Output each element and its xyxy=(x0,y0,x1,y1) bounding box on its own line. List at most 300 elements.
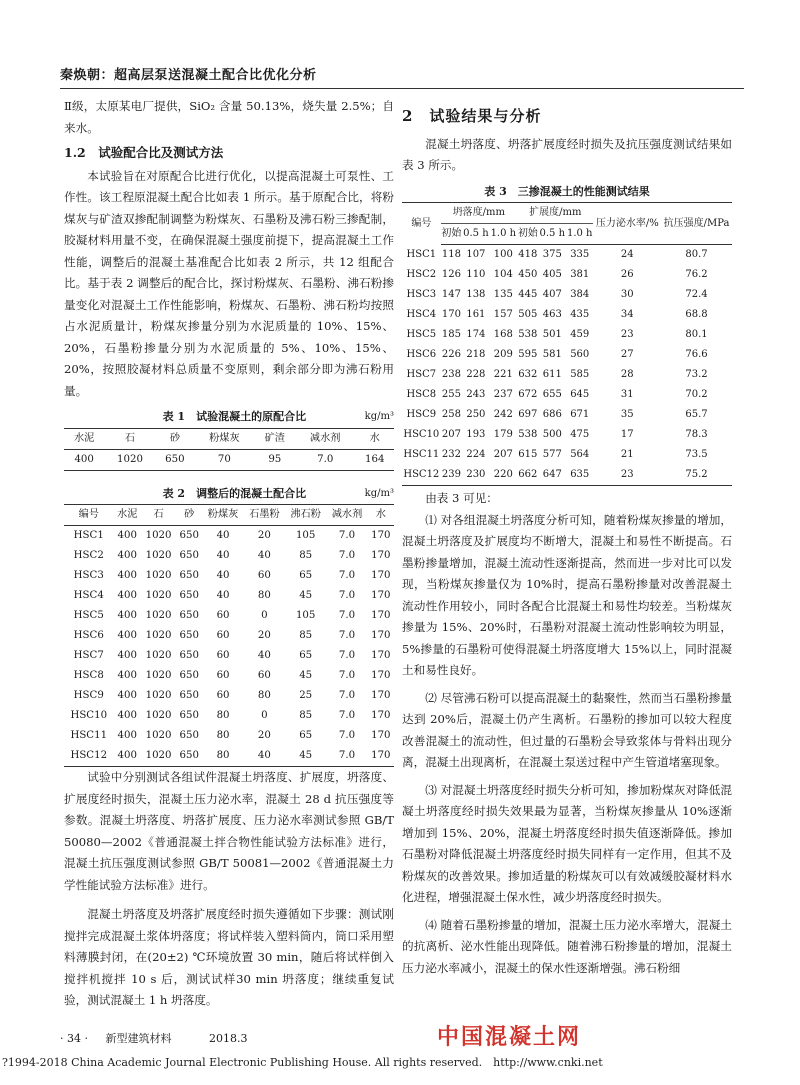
table3-cell: 76.2 xyxy=(685,269,708,280)
table-row xyxy=(64,686,394,706)
table2-cell: 40 xyxy=(257,650,271,661)
table2-cell: 7.0 xyxy=(338,550,356,561)
table2-cell: HSC12 xyxy=(70,750,108,761)
section-heading-1-2: 1.2 试验配合比及测试方法 xyxy=(64,145,224,160)
table2-cell: 40 xyxy=(216,570,230,581)
table2-cell: 650 xyxy=(179,550,199,561)
table-row xyxy=(402,465,732,486)
table3-cell: 226 xyxy=(441,349,461,360)
table2-cell: 40 xyxy=(257,550,271,561)
table3-cell: 672 xyxy=(518,389,538,400)
table3-cell: 185 xyxy=(441,329,461,340)
table2-header-cell: 粉煤灰 xyxy=(202,505,243,526)
table2-cell: 650 xyxy=(179,570,199,581)
table3-cell: 30 xyxy=(620,289,634,300)
table3-cell: 107 xyxy=(466,249,486,260)
table2-unit: kg/m³ xyxy=(364,487,394,499)
paragraph-finding-2: ⑵ 尽管沸石粉可以提高混凝土的黏聚性，然而当石墨粉掺量达到 20%后，混凝土仍产生离析。石墨粉的掺加可以较大程度改善混凝土的流动性，但过量的石墨粉会导致浆体与骨料出现分离，混凝土出现离析，在混凝土泵送过程中产生管道堵塞现象。 xyxy=(402,690,732,769)
table3-cell: 450 xyxy=(518,269,538,280)
table1-cell: 650 xyxy=(165,453,185,465)
table3-cell: 224 xyxy=(466,449,486,460)
table2-cell: 40 xyxy=(216,550,230,561)
table3-cell: 75.2 xyxy=(685,469,708,480)
table1-cell: 70 xyxy=(217,453,231,465)
table2 xyxy=(64,504,394,767)
table2-cell: 85 xyxy=(299,630,313,641)
table3-cell: 24 xyxy=(620,249,634,260)
table1-header-cell: 石 xyxy=(104,428,155,449)
table3-cell: 662 xyxy=(518,469,538,480)
table3-cell: 335 xyxy=(570,249,590,260)
table1-cell: 95 xyxy=(268,453,282,465)
table3-cell: 655 xyxy=(542,389,562,400)
table2-cell: HSC6 xyxy=(73,630,104,641)
table1-header-cell: 水 xyxy=(355,428,394,449)
table2-cell: HSC9 xyxy=(73,690,104,701)
table2-cell: 400 xyxy=(117,550,137,561)
table-row xyxy=(402,445,732,465)
table3 xyxy=(402,202,732,486)
table2-cell: HSC3 xyxy=(73,570,104,581)
table2-cell: HSC2 xyxy=(73,550,104,561)
table3-cell: 17 xyxy=(620,429,634,440)
table-row xyxy=(402,385,732,405)
table2-cell: 170 xyxy=(371,670,391,681)
table3-cell: 647 xyxy=(542,469,562,480)
table3-cell: 258 xyxy=(441,409,461,420)
table2-cell: 40 xyxy=(257,750,271,761)
table3-cell: 27 xyxy=(620,349,634,360)
table3-cell: 104 xyxy=(493,269,513,280)
table2-cell: 400 xyxy=(117,590,137,601)
table2-cell: 60 xyxy=(257,570,271,581)
table3-cell: 237 xyxy=(493,389,513,400)
table1-unit: kg/m³ xyxy=(364,411,394,422)
table2-cell: 60 xyxy=(216,650,230,661)
table2-cell: 170 xyxy=(371,690,391,701)
table3-cell: 418 xyxy=(518,249,538,260)
table3-cell: 72.4 xyxy=(685,289,708,300)
table2-cell: 650 xyxy=(179,630,199,641)
table3-cell: 174 xyxy=(466,329,486,340)
table2-header-cell: 石 xyxy=(141,505,176,526)
table3-cell: 80.7 xyxy=(685,249,708,260)
table2-cell: 400 xyxy=(117,750,137,761)
table2-cell: 400 xyxy=(117,710,137,721)
table2-cell: 45 xyxy=(299,750,313,761)
table3-header-slump: 坍落度/mm xyxy=(441,203,517,224)
table3-cell: 500 xyxy=(542,429,562,440)
table3-cell: 635 xyxy=(570,469,590,480)
table3-subheader-cell: 初始 xyxy=(517,224,539,245)
table3-cell: 228 xyxy=(466,369,486,380)
table3-cell: 538 xyxy=(518,429,538,440)
table3-cell: 611 xyxy=(542,369,562,380)
table2-cell: HSC4 xyxy=(73,590,104,601)
table1-caption-row xyxy=(64,406,394,428)
table3-cell: HSC8 xyxy=(406,389,437,400)
table3-cell: 581 xyxy=(542,349,562,360)
table3-cell: 207 xyxy=(441,429,461,440)
table2-cell: HSC7 xyxy=(73,650,104,661)
table2-header-cell: 石墨粉 xyxy=(244,505,285,526)
table2-cell: 7.0 xyxy=(338,750,356,761)
table2-cell: 1020 xyxy=(145,630,172,641)
table3-cell: 126 xyxy=(441,269,461,280)
table2-header-cell: 减水剂 xyxy=(326,505,367,526)
running-header: 秦焕朝：超高层泵送混凝土配合比优化分析 xyxy=(60,68,317,83)
paragraph-finding-1: ⑴ 对各组混凝土坍落度分析可知，随着粉煤灰掺量的增加，混凝土坍落度及扩展度均不断增大，混凝土和易性不断提高。石墨粉掺量增加，混凝土流动性逐渐提高，然而进一步对比可以发现，当粉煤灰掺量仅为 10%时，提高石墨粉掺量对改善混凝土流动性作用较小，同时各配合比混凝土和易性均较差。当粉煤灰掺量为 15%、20%时，石墨粉对混凝土流动性影响较为明显，5%掺量的石墨粉可使得混凝土坍落度增大 15%以上，同时混凝土和易性良好。 xyxy=(402,512,732,677)
right-column xyxy=(402,96,732,979)
table-row xyxy=(64,726,394,746)
table2-cell: 60 xyxy=(216,610,230,621)
section-heading-2: 2 试验结果与分析 xyxy=(402,107,542,125)
table2-cell: 1020 xyxy=(145,570,172,581)
table-row xyxy=(402,425,732,445)
table2-header-cell: 水 xyxy=(368,505,394,526)
table3-cell: 23 xyxy=(620,469,634,480)
table2-cell: 105 xyxy=(295,610,316,621)
table2-cell: 40 xyxy=(216,530,230,541)
table3-cell: 538 xyxy=(518,329,538,340)
table3-cell: 475 xyxy=(570,429,590,440)
table1-cell: 164 xyxy=(365,453,385,465)
table2-cell: 7.0 xyxy=(338,630,356,641)
table1-header-cell: 砂 xyxy=(156,428,195,449)
table3-cell: 645 xyxy=(570,389,590,400)
table2-header-cell: 沸石粉 xyxy=(285,505,326,526)
table3-header-bleed: 压力泌水率/% xyxy=(593,203,661,245)
table3-header-id: 编号 xyxy=(411,217,432,229)
table2-cell: 40 xyxy=(216,590,230,601)
table3-cell: 170 xyxy=(441,309,461,320)
table1-cell: 400 xyxy=(74,453,94,465)
table3-cell: 615 xyxy=(518,449,538,460)
table2-cell: 7.0 xyxy=(338,670,356,681)
table3-cell: 697 xyxy=(518,409,538,420)
table3-cell: 632 xyxy=(518,369,538,380)
table2-cell: 650 xyxy=(179,590,199,601)
table3-caption-row xyxy=(402,181,732,203)
table3-cell: 686 xyxy=(542,409,562,420)
table2-cell: 0 xyxy=(261,710,268,721)
table3-cell: 110 xyxy=(466,269,486,280)
table2-cell: 85 xyxy=(299,550,313,561)
table2-cell: 20 xyxy=(257,730,271,741)
table-row xyxy=(64,706,394,726)
table2-cell: 650 xyxy=(179,730,199,741)
table3-cell: HSC3 xyxy=(406,289,437,300)
table2-cell: 170 xyxy=(371,710,391,721)
table3-cell: 78.3 xyxy=(685,429,708,440)
paragraph-materials-end: Ⅱ级，太原某电厂提供，SiO₂ 含量 50.13%，烧失量 2.5%；自来水。 xyxy=(64,99,394,135)
table2-cell: 1020 xyxy=(145,650,172,661)
table2-header-cell: 水泥 xyxy=(114,505,142,526)
table3-subheader-cell: 0.5 h xyxy=(462,224,489,245)
table2-cell: 65 xyxy=(299,570,313,581)
table2-cell: 7.0 xyxy=(338,710,356,721)
table3-subheader-cell: 初始 xyxy=(441,224,463,245)
table2-cell: 80 xyxy=(216,750,230,761)
table2-cell: 170 xyxy=(371,590,391,601)
table2-cell: 65 xyxy=(299,650,313,661)
table2-cell: 170 xyxy=(371,550,391,561)
table1 xyxy=(64,428,394,471)
table2-cell: 7.0 xyxy=(338,610,356,621)
table3-cell: HSC6 xyxy=(406,349,437,360)
table-row xyxy=(402,325,732,345)
table3-cell: 445 xyxy=(518,289,538,300)
table2-cell: 1020 xyxy=(145,530,172,541)
paragraph-from-table3: 由表 3 可见： xyxy=(425,491,498,505)
table2-cell: 400 xyxy=(117,610,137,621)
paragraph-results-intro: 混凝土坍落度、坍落扩展度经时损失及抗压强度测试结果如表 3 所示。 xyxy=(402,136,732,172)
table2-cell: HSC11 xyxy=(70,730,108,741)
table3-cell: 407 xyxy=(542,289,562,300)
table2-cell: 170 xyxy=(371,750,391,761)
table3-header-strength: 抗压强度/MPa xyxy=(661,203,732,245)
page-footer xyxy=(60,1030,261,1046)
table-row xyxy=(402,345,732,365)
table3-cell: 405 xyxy=(542,269,562,280)
table2-caption: 表 2 调整后的混凝土配合比 xyxy=(162,486,307,500)
table-row xyxy=(64,586,394,606)
table2-cell: 650 xyxy=(179,690,199,701)
table2-cell: 400 xyxy=(117,630,137,641)
table2-cell: 7.0 xyxy=(338,690,356,701)
table3-cell: 100 xyxy=(493,249,513,260)
table2-cell: HSC10 xyxy=(70,710,108,721)
table3-cell: 157 xyxy=(493,309,513,320)
copyright-line: ?1994-2018 China Academic Journal Electronic Publishing House. All rights reserved. http://www.cnki.net xyxy=(2,1056,603,1069)
table-row xyxy=(64,626,394,646)
table2-cell: 1020 xyxy=(145,670,172,681)
table3-cell: 65.7 xyxy=(685,409,708,420)
table3-cell: HSC9 xyxy=(406,409,437,420)
table-row xyxy=(402,245,732,266)
table2-cell: 60 xyxy=(216,630,230,641)
paragraph-mix-design: 本试验旨在对原配合比进行优化，以提高混凝土可泵性、工作性。该工程原混凝土配合比如表 1 所示。基于原配合比，将粉煤灰与矿渣双掺配制调整为粉煤灰、石墨粉及沸石粉三掺配制，胶凝材料用量不变，在确保混凝土强度前提下，提高混凝土工作性能，调整后的混凝土基准配合比如表 2 所示，共 12 组配合比。基于表 2 调整后的配合比，探讨粉煤灰、石墨粉、沸石粉掺量变化对混凝土工作性能影响，粉煤灰、石墨粉、沸石粉均按照占水泥质量计，粉煤灰掺量分别为水泥质量的 10%、15%、20%，石墨粉掺量分别为水泥质量的 5%、10%、15%、20%，按照胶凝材料总质量不变原则，剩余部分即为沸石粉用量。 xyxy=(64,168,394,398)
table3-caption: 表 3 三掺混凝土的性能测试结果 xyxy=(484,184,650,198)
table1-header-cell: 矿渣 xyxy=(255,428,295,449)
table2-caption-row xyxy=(64,483,394,505)
table3-cell: 238 xyxy=(441,369,461,380)
table2-cell: 650 xyxy=(179,610,199,621)
left-column xyxy=(64,96,394,1012)
table2-cell: 60 xyxy=(216,670,230,681)
table1-caption: 表 1 试验混凝土的原配合比 xyxy=(162,410,307,423)
table3-header-spread: 扩展度/mm xyxy=(517,203,593,224)
table3-cell: 577 xyxy=(542,449,562,460)
table3-cell: 463 xyxy=(542,309,562,320)
table3-cell: 34 xyxy=(620,309,634,320)
table3-cell: HSC5 xyxy=(406,329,437,340)
table2-cell: 650 xyxy=(179,670,199,681)
table2-cell: 65 xyxy=(299,730,313,741)
table2-cell: 105 xyxy=(295,530,316,541)
table-row xyxy=(64,526,394,547)
table2-cell: 45 xyxy=(299,590,313,601)
table2-cell: 80 xyxy=(257,690,271,701)
site-watermark: 中国混凝土网 xyxy=(437,1025,582,1050)
table3-cell: 73.2 xyxy=(685,369,708,380)
table3-cell: 207 xyxy=(493,449,513,460)
table3-cell: 73.5 xyxy=(685,449,708,460)
table2-cell: 45 xyxy=(299,670,313,681)
table2-cell: 7.0 xyxy=(338,650,356,661)
table-row xyxy=(64,449,394,470)
table2-cell: HSC5 xyxy=(73,610,104,621)
table3-cell: 118 xyxy=(441,249,461,260)
table2-cell: 7.0 xyxy=(338,590,356,601)
paragraph-test-params: 试验中分别测试各组试件混凝土坍落度、扩展度，坍落度、扩展度经时损失，混凝土压力泌水率，混凝土 28 d 抗压强度等参数。混凝土坍落度、坍落扩展度、压力泌水率测试参照 GB/T 50080—2002《普通混凝土拌合物性能试验方法标准》进行，混凝土抗压强度测试参照 GB/T 50081—2002《普通混凝土力学性能试验方法标准》进行。 xyxy=(64,770,394,892)
table3-cell: 218 xyxy=(466,349,486,360)
table3-cell: 21 xyxy=(620,449,634,460)
table2-cell: 400 xyxy=(117,670,137,681)
table3-subheader-cell: 1.0 h xyxy=(490,224,517,245)
table2-cell: 400 xyxy=(117,650,137,661)
table3-cell: 242 xyxy=(493,409,513,420)
table3-subheader-cell: 0.5 h xyxy=(539,224,566,245)
table-row xyxy=(402,305,732,325)
table3-cell: 70.2 xyxy=(685,389,708,400)
table2-cell: 25 xyxy=(299,690,313,701)
table2-cell: 1020 xyxy=(145,690,172,701)
paragraph-slump-procedure: 混凝土坍落度及坍落扩展度经时损失遵循如下步骤：测试刚搅拌完成混凝土浆体坍落度；将试样装入塑料筒内，筒口采用塑料薄膜封闭，在(20±2) ℃环境放置 30 min，随后将试样倒入搅拌机搅拌 10 s 后，测试试样30 min 坍落度；继续重复试验，测试混凝土 1 h 坍落度。 xyxy=(64,907,394,1007)
table2-cell: 170 xyxy=(371,730,391,741)
table2-cell: 170 xyxy=(371,630,391,641)
table3-cell: 68.8 xyxy=(685,309,708,320)
table3-cell: 230 xyxy=(466,469,486,480)
table-row xyxy=(402,265,732,285)
table2-cell: 1020 xyxy=(145,590,172,601)
table3-cell: 135 xyxy=(493,289,513,300)
table3-cell: HSC11 xyxy=(403,449,440,460)
table2-cell: 1020 xyxy=(145,550,172,561)
table2-cell: 170 xyxy=(371,570,391,581)
journal-issue: 2018.3 xyxy=(208,1032,248,1045)
table-row xyxy=(64,646,394,666)
table2-cell: 1020 xyxy=(145,710,172,721)
header-rule xyxy=(60,88,744,89)
table3-cell: 80.1 xyxy=(685,329,708,340)
table3-cell: HSC4 xyxy=(406,309,437,320)
table1-header-cell: 水泥 xyxy=(64,428,104,449)
table1-cell: 7.0 xyxy=(317,453,334,465)
table2-cell: 85 xyxy=(299,710,313,721)
table2-cell: 60 xyxy=(216,690,230,701)
table3-cell: 239 xyxy=(441,469,461,480)
table3-cell: 595 xyxy=(518,349,538,360)
table3-cell: 243 xyxy=(466,389,486,400)
table3-cell: 505 xyxy=(518,309,538,320)
table2-cell: 400 xyxy=(117,570,137,581)
table3-cell: 221 xyxy=(493,369,513,380)
table2-cell: 80 xyxy=(216,710,230,721)
table2-cell: 650 xyxy=(179,710,199,721)
table2-cell: 650 xyxy=(179,530,199,541)
table-row xyxy=(64,566,394,586)
table2-cell: 400 xyxy=(117,730,137,741)
table3-cell: HSC7 xyxy=(406,369,437,380)
table3-cell: HSC2 xyxy=(406,269,437,280)
table2-cell: 20 xyxy=(257,530,271,541)
table3-cell: 26 xyxy=(620,269,634,280)
table3-cell: HSC1 xyxy=(406,248,437,260)
table-row xyxy=(402,365,732,385)
table2-cell: 80 xyxy=(216,730,230,741)
table3-subheader-cell: 1.0 h xyxy=(566,224,593,245)
table2-cell: 0 xyxy=(261,610,268,621)
table3-cell: 459 xyxy=(570,329,590,340)
table2-cell: 1020 xyxy=(145,610,172,621)
table3-cell: 381 xyxy=(570,269,590,280)
table2-cell: 7.0 xyxy=(338,530,356,541)
table-row xyxy=(64,746,394,767)
table2-cell: 400 xyxy=(117,690,137,701)
table3-cell: 255 xyxy=(441,389,461,400)
table-row xyxy=(402,405,732,425)
table3-cell: 250 xyxy=(466,409,486,420)
table1-cell: 1020 xyxy=(117,453,143,465)
table2-cell: 1020 xyxy=(145,730,172,741)
table2-cell: 1020 xyxy=(145,750,172,761)
table3-cell: 35 xyxy=(620,409,634,420)
table2-cell: 400 xyxy=(117,530,137,541)
table2-cell: 650 xyxy=(179,750,199,761)
table3-cell: 168 xyxy=(493,329,513,340)
table2-cell: 170 xyxy=(371,650,391,661)
table2-cell: 170 xyxy=(371,530,391,541)
table3-cell: 209 xyxy=(493,349,513,360)
table3-cell: 560 xyxy=(570,349,590,360)
table2-cell: HSC1 xyxy=(73,530,104,541)
table3-cell: 179 xyxy=(493,429,513,440)
table3-cell: 138 xyxy=(466,289,486,300)
table3-cell: 161 xyxy=(466,309,486,320)
table3-cell: 375 xyxy=(542,249,562,260)
table2-header-cell: 编号 xyxy=(64,505,114,526)
table2-cell: 60 xyxy=(257,670,271,681)
paragraph-finding-4: ⑷ 随着石墨粉掺量的增加，混凝土压力泌水率增大，混凝土的抗离析、泌水性能出现降低。随着沸石粉掺量的增加，混凝土压力泌水率减小，混凝土的保水性逐渐增强。沸石粉细 xyxy=(402,917,732,975)
table3-cell: 232 xyxy=(441,449,461,460)
table2-cell: 7.0 xyxy=(338,570,356,581)
table-row xyxy=(402,285,732,305)
table-row xyxy=(64,546,394,566)
table3-cell: 501 xyxy=(542,329,562,340)
table3-cell: 384 xyxy=(570,289,590,300)
table3-cell: 147 xyxy=(441,289,461,300)
table3-cell: 23 xyxy=(620,329,634,340)
table3-cell: 220 xyxy=(493,469,513,480)
table2-cell: 20 xyxy=(257,630,271,641)
table2-header-cell: 砂 xyxy=(176,505,202,526)
table1-header-cell: 减水剂 xyxy=(295,428,355,449)
page-number: · 34 · xyxy=(60,1032,88,1045)
paragraph-finding-3: ⑶ 对混凝土坍落度经时损失分析可知，掺加粉煤灰对降低混凝土坍落度经时损失效果最为显著，当粉煤灰掺量从 10%逐渐增加到 15%、20%，混凝土坍落度经时损失值逐渐降低。掺加石墨粉对降低混凝土坍落度经时损失同样有一定作用，但其不及粉煤灰的改善效果。掺加适量的粉煤灰可以有效减缓胶凝材料水化进程，增强混凝土保水性，减少坍落度经时损失。 xyxy=(402,782,732,904)
table3-cell: 31 xyxy=(620,389,634,400)
table2-cell: 7.0 xyxy=(338,730,356,741)
table3-cell: 28 xyxy=(620,369,634,380)
table2-cell: HSC8 xyxy=(73,670,104,681)
table3-cell: 193 xyxy=(466,429,486,440)
table-row xyxy=(64,606,394,626)
table2-cell: 170 xyxy=(371,610,391,621)
table2-cell: 80 xyxy=(257,590,271,601)
table3-cell: 564 xyxy=(570,449,590,460)
journal-name: 新型建筑材料 xyxy=(105,1032,172,1045)
table3-cell: HSC12 xyxy=(403,469,440,480)
